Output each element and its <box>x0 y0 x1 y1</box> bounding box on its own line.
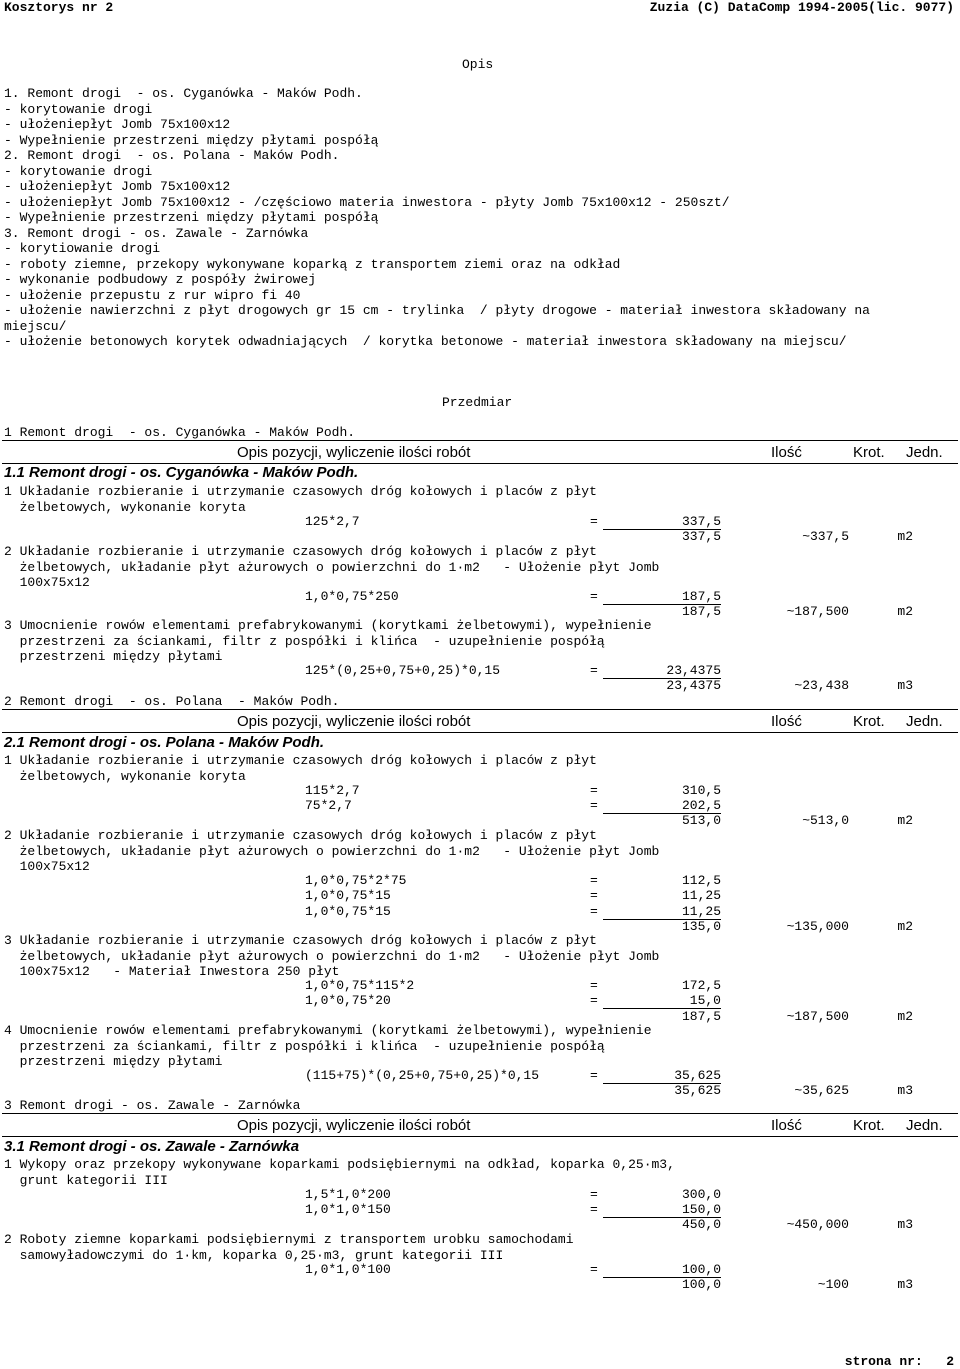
total-row <box>305 678 913 693</box>
position-description-line: 100x75x12 <box>4 859 90 874</box>
position-quantity: ~187,500 <box>786 1008 849 1024</box>
opis-line: - ułożenie betonowych korytek odwadniających / korytka betonowe - materiał inwestora składowany na miejscu/ <box>4 334 847 349</box>
calc-equals: = <box>590 589 598 605</box>
calc-equals: = <box>590 978 598 994</box>
opis-heading: Opis <box>462 57 494 72</box>
page-number-value: 2 <box>946 1353 954 1369</box>
calc-expression: 1,0*1,0*150 <box>305 1202 391 1218</box>
calc-row <box>305 514 721 529</box>
calc-row <box>305 1262 721 1277</box>
calc-expression: 1,0*1,0*100 <box>305 1262 391 1278</box>
position-description <box>4 544 659 591</box>
position-sum: 35,625 <box>674 1083 721 1099</box>
calc-expression: (115+75)*(0,25+0,75+0,25)*0,15 <box>305 1068 540 1084</box>
position-description-line: 1 Układanie rozbieranie i utrzymanie czasowych dróg kołowych i placów z płyt <box>4 484 597 499</box>
header-ilosc: Ilość <box>771 713 802 730</box>
position-description-line: 2 Układanie rozbieranie i utrzymanie czasowych dróg kołowych i placów z płyt <box>4 544 597 559</box>
position-sum: 23,4375 <box>666 678 721 694</box>
page-number-label: strona nr: <box>844 1353 923 1369</box>
position-unit: m3 <box>897 1217 913 1233</box>
header-jedn: Jedn. <box>906 444 943 461</box>
position-unit: m2 <box>897 604 913 620</box>
calc-expression: 125*2,7 <box>305 514 360 530</box>
calc-value: 15,0 <box>689 993 721 1009</box>
section-title: 2 Remont drogi - os. Polana - Maków Podh. <box>4 694 340 709</box>
opis-line: 3. Remont drogi - os. Zawale - Zarnówka <box>4 225 309 241</box>
position-description <box>4 484 597 515</box>
opis-line: - korytiowanie drogi <box>4 241 161 256</box>
opis-line: - ułożeniepłyt Jomb 75x100x12 <box>4 179 231 194</box>
position-description-line: 2 Roboty ziemne koparkami podsiębiernymi z transportem urobku samochodami <box>4 1232 574 1247</box>
calc-row <box>305 663 721 678</box>
position-description <box>4 1023 652 1070</box>
total-row <box>305 813 913 828</box>
position-description-line: 3 Układanie rozbieranie i utrzymanie czasowych dróg kołowych i placów z płyt <box>4 933 597 948</box>
total-row <box>305 1277 913 1292</box>
calc-row <box>305 1202 721 1217</box>
position-quantity: ~187,500 <box>786 604 849 620</box>
document-title: Kosztorys nr 2 <box>4 0 114 15</box>
position-description <box>4 753 597 784</box>
subsection-title: 3.1 Remont drogi - os. Zawale - Zarnówka <box>4 1138 300 1155</box>
calc-equals: = <box>590 783 598 799</box>
calc-value: 337,5 <box>681 514 721 530</box>
calc-expression: 125*(0,25+0,75+0,25)*0,15 <box>305 663 501 679</box>
position-unit: m2 <box>897 1008 913 1024</box>
position-unit: m3 <box>897 1277 913 1293</box>
calc-value: 172,5 <box>681 978 721 994</box>
total-row <box>305 1009 913 1024</box>
position-quantity: ~337,5 <box>802 529 849 545</box>
opis-line: - roboty ziemne, przekopy wykonywane koparką z transportem ziemi oraz na odkład <box>4 256 621 272</box>
position-description <box>4 933 659 980</box>
opis-line: - korytowanie drogi <box>4 163 153 179</box>
position-description <box>4 1232 574 1263</box>
position-unit: m2 <box>897 918 913 934</box>
calc-row <box>305 783 721 798</box>
position-sum: 337,5 <box>681 529 721 545</box>
header-jedn: Jedn. <box>906 1117 943 1134</box>
calc-expression: 75*2,7 <box>305 798 352 814</box>
header-opis: Opis pozycji, wyliczenie ilości robót <box>237 1117 471 1134</box>
opis-description <box>4 86 870 350</box>
position-sum: 100,0 <box>681 1277 721 1293</box>
position-description-line: samowyładowczymi do 1·km, koparka 0,25·m3, grunt kategorii III <box>4 1247 504 1263</box>
opis-line: miejscu/ <box>4 318 67 334</box>
opis-line: - Wypełnienie przestrzeni między płytami pospółą <box>4 132 379 148</box>
calc-equals: = <box>590 1202 598 1218</box>
calc-value: 202,5 <box>681 798 721 814</box>
opis-line: - ułożenie przepustu z rur wipro fi 40 <box>4 287 301 303</box>
position-description-line: 100x75x12 <box>4 575 90 590</box>
position-unit: m2 <box>897 813 913 829</box>
calc-row <box>305 993 721 1008</box>
calc-value: 100,0 <box>681 1262 721 1278</box>
position-description-line: 4 Umocnienie rowów elementami prefabrykowanymi (korytkami żelbetowymi), wypełnienie <box>4 1023 652 1038</box>
position-quantity: ~35,625 <box>794 1083 849 1099</box>
calc-row <box>305 798 721 813</box>
header-ilosc: Ilość <box>771 1117 802 1134</box>
calc-row <box>305 589 721 604</box>
position-sum: 513,0 <box>681 813 721 829</box>
calc-row <box>305 873 721 888</box>
header-jedn: Jedn. <box>906 713 943 730</box>
position-description-line: 1 Układanie rozbieranie i utrzymanie czasowych dróg kołowych i placów z płyt <box>4 753 597 768</box>
calc-equals: = <box>590 514 598 530</box>
position-description <box>4 618 652 665</box>
opis-line: 1. Remont drogi - os. Cyganówka - Maków Podh. <box>4 86 363 101</box>
opis-line: - Wypełnienie przestrzeni między płytami pospółą <box>4 210 379 225</box>
calc-equals: = <box>590 663 598 679</box>
header-opis: Opis pozycji, wyliczenie ilości robót <box>237 444 471 461</box>
opis-line: - ułożenie nawierzchni z płyt drogowych gr 15 cm - trylinka / płyty drogowe - materiał inwestora składowany na <box>4 303 870 318</box>
position-sum: 450,0 <box>681 1217 721 1233</box>
opis-line: - wykonanie podbudowy z pospóły żwirowej <box>4 272 317 287</box>
total-row <box>305 529 913 544</box>
calc-equals: = <box>590 1187 598 1203</box>
position-description-line: przestrzeni za ściankami, filtr z pospółki i klińca - uzupełnienie pospółą <box>4 633 605 649</box>
subsection-title: 2.1 Remont drogi - os. Polana - Maków Podh. <box>4 734 325 751</box>
header-krot: Krot. <box>853 1117 885 1134</box>
calc-expression: 1,5*1,0*200 <box>305 1187 391 1203</box>
table-header <box>2 1113 958 1137</box>
position-description-line: żelbetowych, układanie płyt ażurowych o powierzchni do 1·m2 - Ułożenie płyt Jomb <box>4 948 660 964</box>
header-krot: Krot. <box>853 713 885 730</box>
przedmiar-heading: Przedmiar <box>442 395 513 410</box>
position-description-line: 100x75x12 - Materiał Inwestora 250 płyt <box>4 964 340 979</box>
calc-value: 187,5 <box>681 589 721 605</box>
calc-value: 150,0 <box>681 1202 721 1218</box>
calc-equals: = <box>590 1262 598 1278</box>
calc-value: 112,5 <box>681 873 721 889</box>
calc-equals: = <box>590 888 598 904</box>
calc-expression: 1,0*0,75*2*75 <box>305 873 407 889</box>
total-row <box>305 1217 913 1232</box>
position-sum: 135,0 <box>681 918 721 934</box>
calc-row <box>305 978 721 993</box>
license-info: Zuzia (C) DataComp 1994-2005(lic. 9077) <box>649 0 954 15</box>
header-ilosc: Ilość <box>771 444 802 461</box>
position-unit: m3 <box>897 678 913 694</box>
calc-row <box>305 904 721 919</box>
position-description-line: 2 Układanie rozbieranie i utrzymanie czasowych dróg kołowych i placów z płyt <box>4 828 597 843</box>
position-sum: 187,5 <box>681 1008 721 1024</box>
calc-expression: 1,0*0,75*15 <box>305 903 391 919</box>
position-description-line: 3 Umocnienie rowów elementami prefabrykowanymi (korytkami żelbetowymi), wypełnienie <box>4 618 652 633</box>
position-description-line: grunt kategorii III <box>4 1172 168 1188</box>
position-description <box>4 1157 675 1188</box>
calc-equals: = <box>590 798 598 814</box>
calc-row <box>305 1068 721 1083</box>
total-row <box>305 1083 913 1098</box>
opis-line: - ułożeniepłyt Jomb 75x100x12 - /częściowo materia inwestora - płyty Jomb 75x100x12 - 250szt/ <box>4 194 730 210</box>
position-quantity: ~450,000 <box>786 1217 849 1233</box>
position-description-line: żelbetowych, układanie płyt ażurowych o powierzchni do 1·m2 - Ułożenie płyt Jomb <box>4 843 660 859</box>
header-krot: Krot. <box>853 444 885 461</box>
position-quantity: ~23,438 <box>794 678 849 694</box>
opis-line: - korytowanie drogi <box>4 101 153 117</box>
calc-expression: 1,0*0,75*250 <box>305 589 399 605</box>
calc-expression: 1,0*0,75*20 <box>305 993 391 1009</box>
calc-row <box>305 888 721 903</box>
opis-line: - ułożeniepłyt Jomb 75x100x12 <box>4 117 231 132</box>
position-description-line: 1 Wykopy oraz przekopy wykonywane koparkami podsiębiernymi na odkład, koparka 0,25·m3, <box>4 1157 675 1172</box>
subsection-title: 1.1 Remont drogi - os. Cyganówka - Maków Podh. <box>4 464 359 481</box>
section-title: 1 Remont drogi - os. Cyganówka - Maków Podh. <box>4 425 356 440</box>
position-description-line: przestrzeni między płytami <box>4 649 223 664</box>
position-description-line: żelbetowych, wykonanie koryta <box>4 499 246 515</box>
calc-expression: 115*2,7 <box>305 783 360 799</box>
total-row <box>305 919 913 934</box>
section-title: 3 Remont drogi - os. Zawale - Zarnówka <box>4 1098 301 1113</box>
header-opis: Opis pozycji, wyliczenie ilości robót <box>237 713 471 730</box>
position-description-line: przestrzeni za ściankami, filtr z pospółki i klińca - uzupełnienie pospółą <box>4 1038 605 1054</box>
calc-equals: = <box>590 993 598 1009</box>
table-header <box>2 709 958 733</box>
calc-equals: = <box>590 903 598 919</box>
calc-value: 11,25 <box>681 888 721 904</box>
position-description-line: żelbetowych, układanie płyt ażurowych o powierzchni do 1·m2 - Ułożenie płyt Jomb <box>4 559 660 575</box>
calc-value: 310,5 <box>681 783 721 799</box>
position-description-line: przestrzeni między płytami <box>4 1054 223 1069</box>
calc-expression: 1,0*0,75*15 <box>305 888 391 904</box>
position-quantity: ~100 <box>817 1277 849 1293</box>
table-header <box>2 440 958 464</box>
calc-equals: = <box>590 873 598 889</box>
calc-equals: = <box>590 1068 598 1084</box>
position-description <box>4 828 659 875</box>
calc-row <box>305 1187 721 1202</box>
calc-value: 35,625 <box>674 1068 721 1084</box>
calc-value: 11,25 <box>681 903 721 919</box>
calc-value: 23,4375 <box>666 663 721 679</box>
opis-line: 2. Remont drogi - os. Polana - Maków Podh. <box>4 148 340 163</box>
position-unit: m2 <box>897 529 913 545</box>
position-description-line: żelbetowych, wykonanie koryta <box>4 768 246 784</box>
position-sum: 187,5 <box>681 604 721 620</box>
position-quantity: ~135,000 <box>786 918 849 934</box>
position-unit: m3 <box>897 1083 913 1099</box>
page-number <box>845 1354 954 1369</box>
position-quantity: ~513,0 <box>802 813 849 829</box>
calc-value: 300,0 <box>681 1187 721 1203</box>
calc-expression: 1,0*0,75*115*2 <box>305 978 415 994</box>
